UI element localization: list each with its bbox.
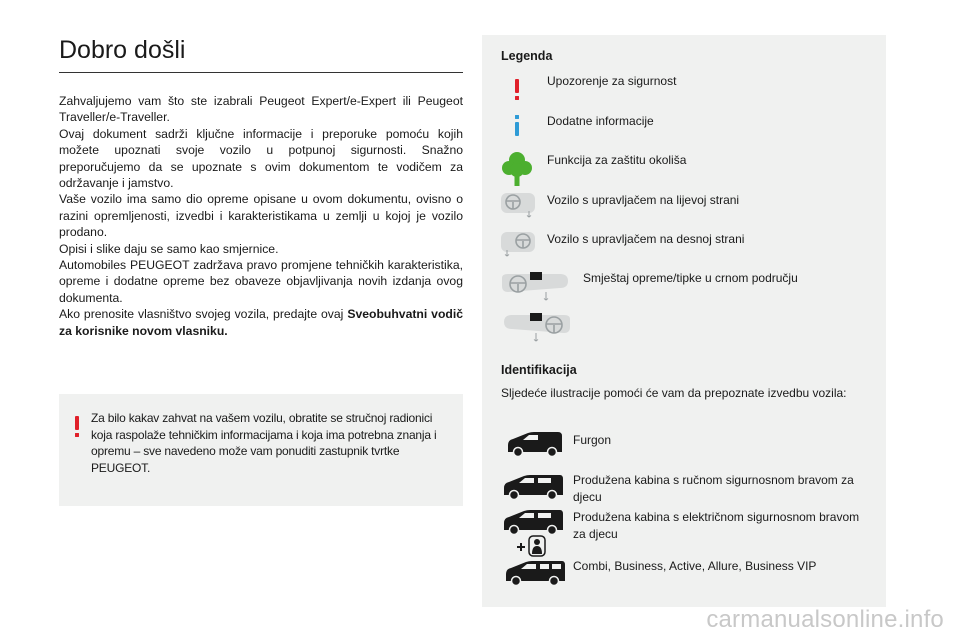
exclamation-icon	[73, 416, 81, 438]
intro-paragraph: Opisi i slike daju se samo kao smjernice.	[59, 241, 279, 256]
steering-wheel-right-icon	[500, 230, 536, 258]
info-icon	[513, 115, 521, 137]
van-extended-cab-icon	[500, 508, 566, 536]
workshop-warning-box	[59, 394, 463, 506]
intro-paragraph: Zahvaljujemo vam što ste izabrali Peugeot Expert/e-Expert ili Peugeot Traveller/e-Traveller.	[59, 94, 463, 125]
intro-text	[59, 93, 463, 339]
identification-subtitle: Sljedeće ilustracije pomoći će vam da prepoznate izvedbu vozila:	[501, 386, 847, 400]
legend-title: Legenda	[501, 49, 553, 63]
van-passenger-icon	[502, 559, 568, 587]
van-icon	[504, 430, 566, 458]
intro-paragraph: Automobiles PEUGEOT zadržava pravo promjene tehničkih karakteristika, opreme i dodatne opreme bez obaveze objavljivanja novih izdanja ovog dokumenta.	[59, 258, 463, 305]
page-title: Dobro došli	[59, 36, 186, 64]
identification-item-electric-lock: Produžena kabina s električnom sigurnosnom bravom za djecu	[573, 510, 860, 541]
legend-item-lhd: Vozilo s upravljačem na lijevoj strani	[547, 193, 740, 207]
legend-item-eco: Funkcija za zaštitu okoliša	[547, 153, 687, 167]
intro-paragraph	[59, 306, 463, 339]
workshop-warning-text: Za bilo kakav zahvat na vašem vozilu, obratite se stručnoj radionici koja raspolaže tehničkim informacijama i koja ima potrebna znanja i opremu – sve navedeno može vam ponuditi zastupnik tvrtke PEUGEOT.	[91, 411, 437, 475]
legend-item-rhd: Vozilo s upravljačem na desnoj strani	[547, 232, 745, 246]
intro-paragraph: Ovaj dokument sadrži ključne informacije i preporuke pomoću kojih možete upoznati svoje vozilo u potpunoj sigurnosti. Snažno preporučujemo da se upoznate s ovim dokumentom te vodičem za održavanje i jamstvo.	[59, 126, 463, 191]
intro-paragraph: Vaše vozilo ima samo dio opreme opisane u ovom dokumentu, ovisno o razini opremljenosti, izvedbi i karakteristikama u zemlji u kojoj je vozilo prodano.	[59, 192, 463, 240]
identification-item-van: Furgon	[573, 433, 612, 447]
dashboard-right-black-area-icon	[502, 311, 572, 343]
title-divider	[59, 72, 463, 73]
watermark: carmanualsonline.info	[706, 606, 944, 633]
child-lock-icon	[515, 535, 547, 557]
legend-item-info: Dodatne informacije	[547, 114, 654, 128]
tree-icon	[502, 151, 532, 187]
van-extended-cab-icon	[500, 473, 566, 501]
identification-item-manual-lock: Produžena kabina s ručnom sigurnosnom bravom za djecu	[573, 473, 854, 504]
steering-wheel-left-icon	[500, 191, 536, 219]
identification-title: Identifikacija	[501, 363, 577, 377]
legend-item-warning: Upozorenje za sigurnost	[547, 74, 677, 88]
legend-panel	[482, 35, 886, 607]
legend-item-black-area: Smještaj opreme/tipke u crnom području	[583, 271, 798, 285]
dashboard-left-black-area-icon	[500, 270, 570, 302]
identification-item-combi: Combi, Business, Active, Allure, Business VIP	[573, 559, 817, 573]
intro-guide-name: Sveobuhvatni vodič za korisnike novom vlasniku.	[59, 307, 463, 338]
intro-transfer-text: Ako prenosite vlasništvo svojeg vozila, predajte ovaj	[59, 307, 348, 322]
exclamation-icon	[513, 79, 521, 101]
